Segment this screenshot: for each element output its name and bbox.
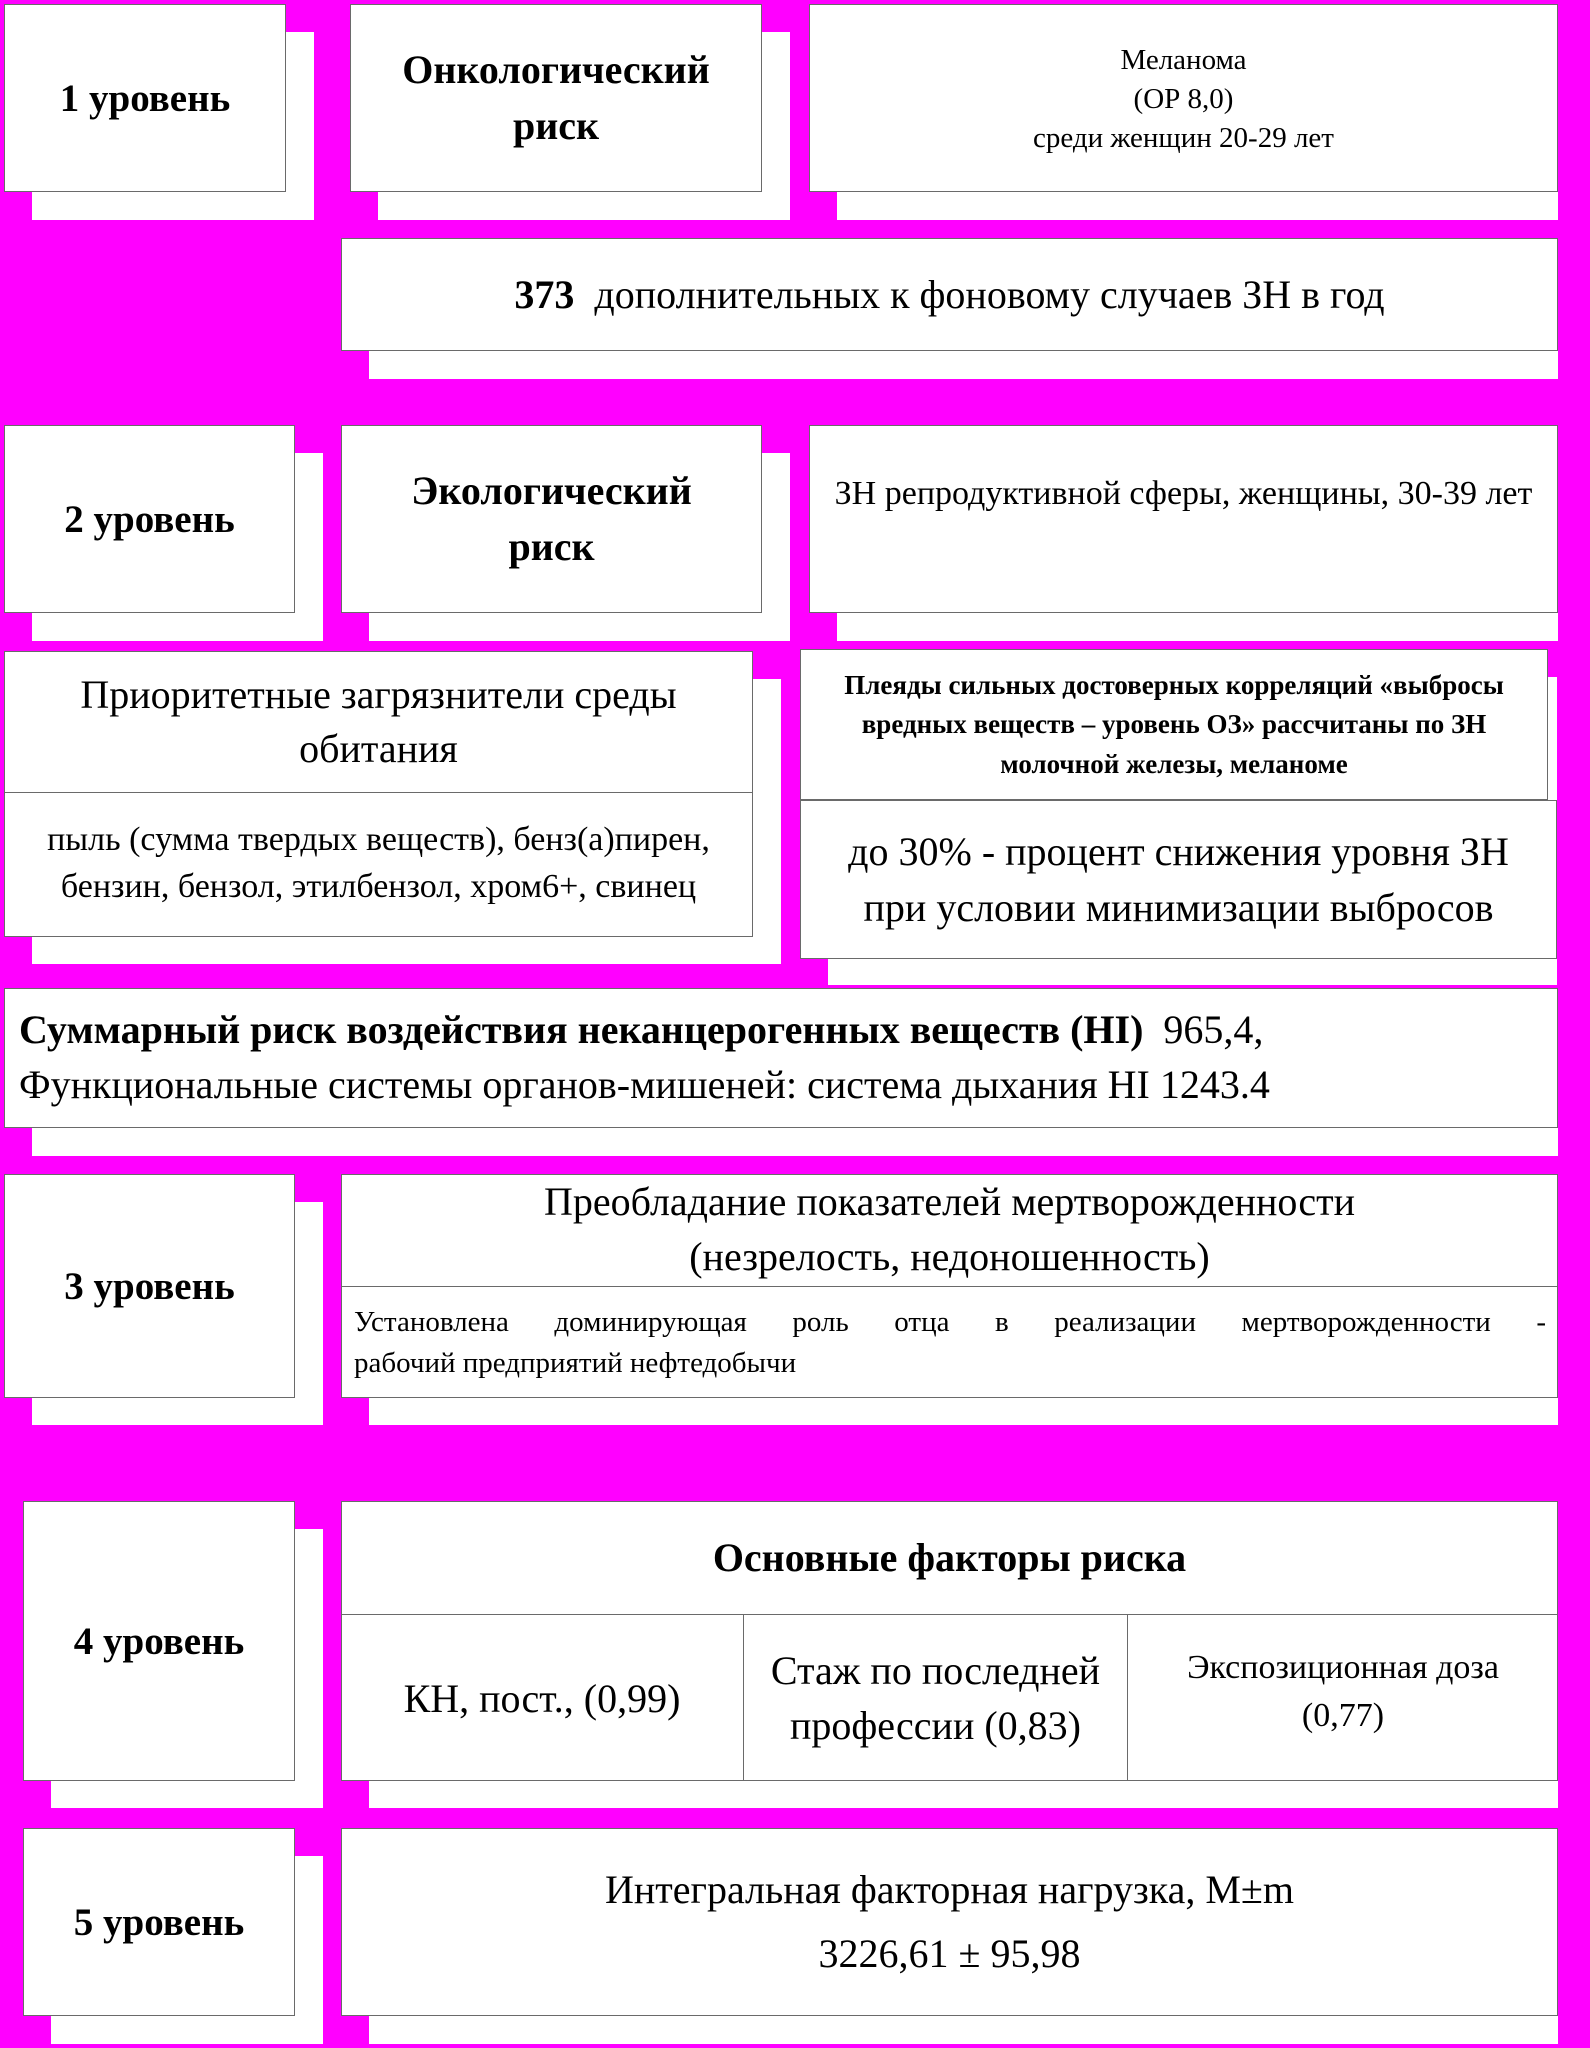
level4-label: 4 уровень [23,1501,295,1781]
stillbirth-detail [354,1302,1546,1383]
correlation-title: Плеяды сильных достоверных корреляций «выбросы вредных веществ – уровень ОЗ» рассчитаны по ЗН молочной железы, меланоме [844,670,1504,779]
pollutants-title: Приоритетные загрязнители среды обитания [80,672,677,771]
hazard-index-title: Суммарный риск воздействия неканцерогенных веществ (HI) [19,1007,1144,1053]
age-group-line: среди женщин 20-29 лет [1033,122,1334,155]
melanoma-detail [809,4,1558,192]
integral-load-box [341,1828,1558,2016]
risk-factors-title: Основные факторы риска [712,1534,1187,1580]
pollutants-divider [4,792,753,793]
oncology-risk-title: Онкологический риск [350,4,762,192]
risk-factors-divider [341,1614,1558,1615]
stillbirth-divider [341,1286,1558,1287]
additional-cases-box [341,238,1558,351]
cases-number: 373 [514,272,575,317]
integral-load-value: 3226,61 ± 95,98 [818,1931,1081,1976]
factor-kn-post: КН, пост., (0,99) [403,1675,681,1721]
reproductive-cancer-detail: ЗН репродуктивной сферы, женщины, 30-39 лет [809,425,1558,613]
stillbirth-detail-line1: Установлена доминирующая роль отца в реализации мертворожденности - [354,1306,1546,1338]
factor-work-experience: Стаж по последней профессии (0,83) [770,1647,1101,1748]
level5-label: 5 уровень [23,1828,295,2016]
level2-label: 2 уровень [4,425,295,613]
stillbirth-detail-line2: рабочий предприятий нефтедобычи [354,1346,797,1379]
relative-risk-line: (ОР 8,0) [1133,83,1234,116]
level1-label: 1 уровень [4,4,286,192]
target-organs-line: Функциональные системы органов-мишеней: система дыхания HI 1243.4 [19,1062,1270,1107]
factor-exposure-dose: Экспозиционная доза (0,77) [1187,1649,1499,1734]
ecological-risk-title: Экологический риск [341,425,762,613]
stillbirth-title: Преобладание показателей мертворожденности (незрелость, недоношенность) [543,1178,1356,1279]
level3-label: 3 уровень [4,1174,295,1398]
cases-text: дополнительных к фоновому случаев ЗН в год [594,272,1385,317]
pollutants-list: пыль (сумма твердых веществ), бенз(а)пирен, бензин, бензол, этилбензол, хром6+, свинец [47,821,710,905]
hazard-index-value: 965,4, [1163,1007,1264,1053]
hazard-index-box [4,988,1558,1128]
reduction-box [800,800,1557,959]
melanoma-line: Меланома [1120,44,1247,76]
integral-load-title: Интегральная факторная нагрузка, М±m [605,1867,1294,1912]
reduction-text: до 30% - процент снижения уровня ЗН при условии минимизации выбросов [848,828,1509,930]
